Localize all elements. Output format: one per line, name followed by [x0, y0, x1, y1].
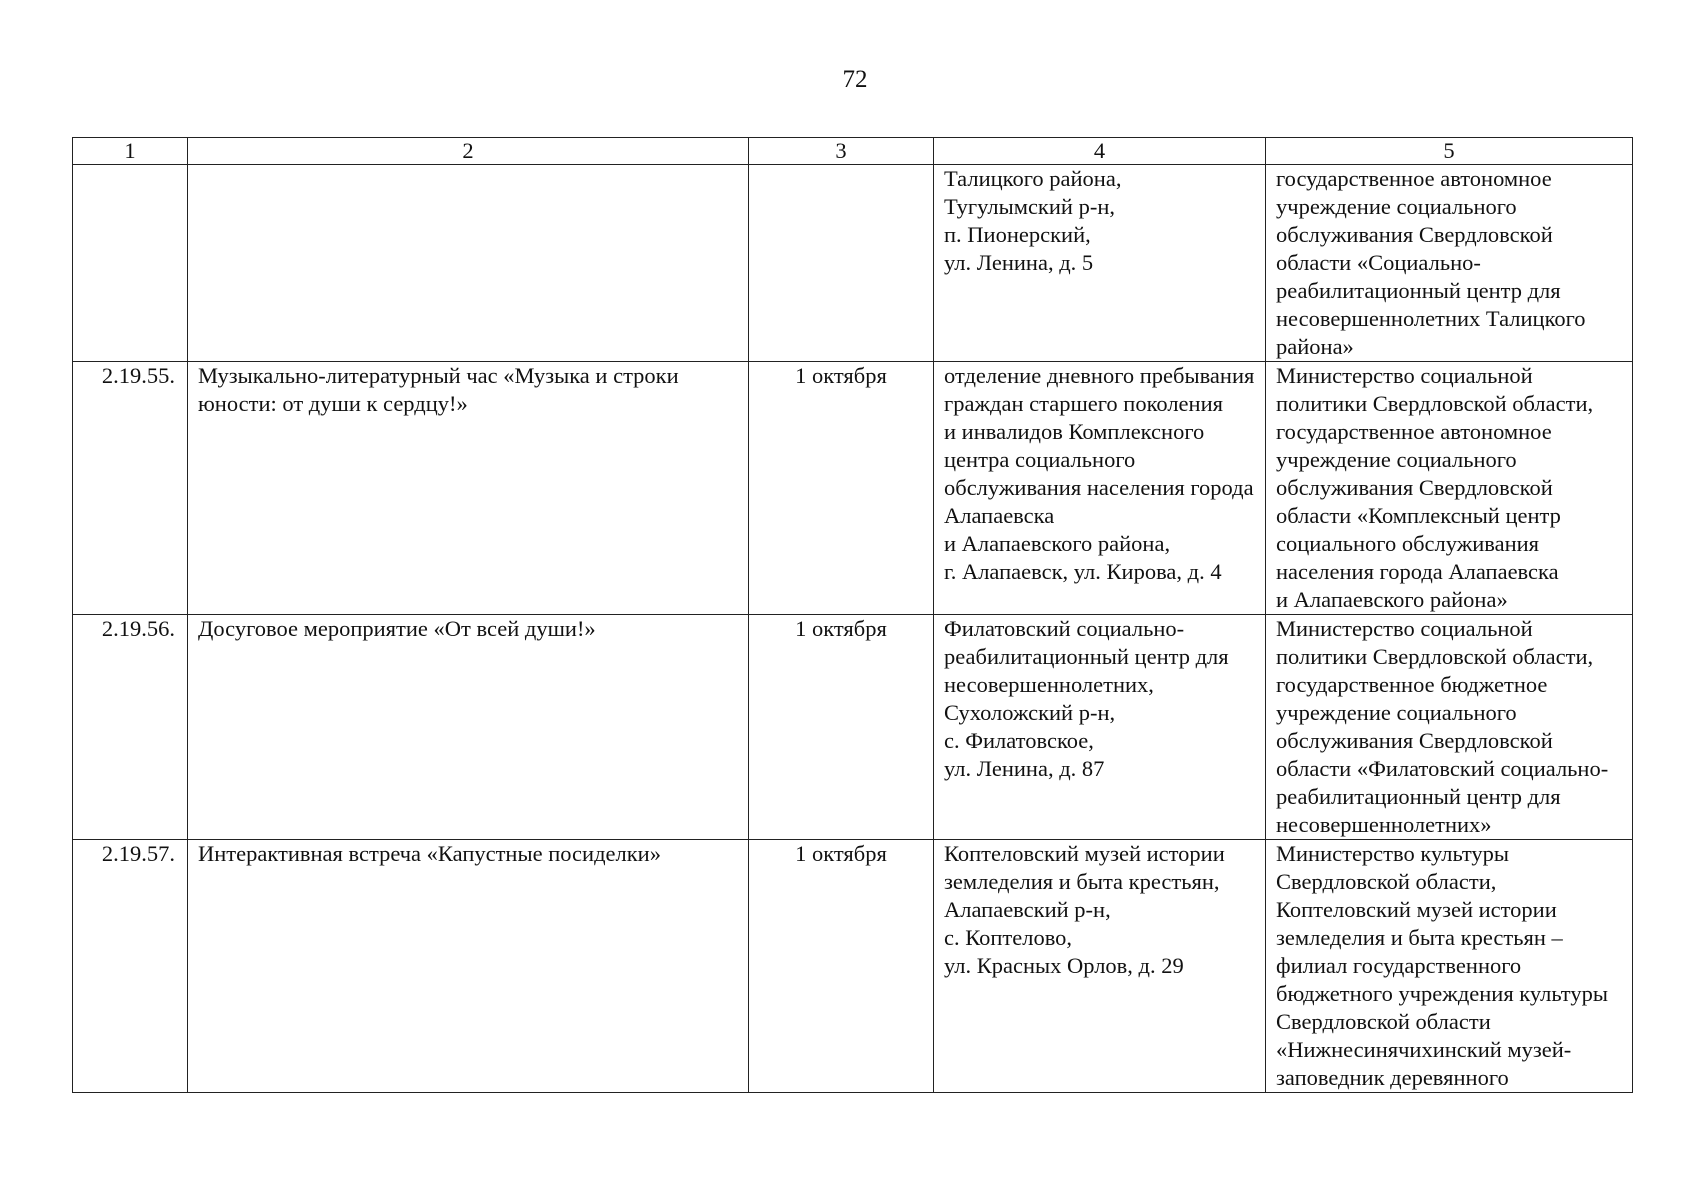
column-header: 5 [1266, 138, 1633, 165]
row-number: 2.19.57. [73, 840, 188, 1093]
event-organizer: Министерство социальной политики Свердловской области, государственное бюджетное учреждение социального обслуживания Свердловской области «Филатовский социально-реабилитационный центр для несовершеннолетних» [1266, 615, 1633, 840]
event-place: отделение дневного пребывания граждан старшего поколения и инвалидов Комплексного центра социального обслуживания населения города Алапаевска и Алапаевского района, г. Алапаевск, ул. Кирова, д. 4 [934, 362, 1266, 615]
row-number: 2.19.55. [73, 362, 188, 615]
page-number: 72 [842, 66, 868, 93]
event-place: Филатовский социально-реабилитационный центр для несовершеннолетних, Сухоложский р-н, с. Филатовское, ул. Ленина, д. 87 [934, 615, 1266, 840]
event-name: Музыкально-литературный час «Музыка и строки юности: от души к сердцу!» [188, 362, 749, 615]
table-row [73, 840, 1633, 1093]
header-row [73, 138, 1633, 165]
column-header: 3 [749, 138, 934, 165]
event-name [188, 165, 749, 362]
table-row [73, 362, 1633, 615]
column-header: 1 [73, 138, 188, 165]
event-name: Досуговое мероприятие «От всей души!» [188, 615, 749, 840]
table-row [73, 165, 1633, 362]
event-name: Интерактивная встреча «Капустные посиделки» [188, 840, 749, 1093]
events-table [72, 137, 1633, 1093]
event-date: 1 октября [749, 362, 934, 615]
event-place: Талицкого района, Тугулымский р-н, п. Пионерский, ул. Ленина, д. 5 [934, 165, 1266, 362]
column-header: 4 [934, 138, 1266, 165]
event-organizer: Министерство культуры Свердловской области, Коптеловский музей истории земледелия и быта крестьян – филиал государственного бюджетного учреждения культуры Свердловской области «Нижнесинячихинский музей-заповедник деревянного [1266, 840, 1633, 1093]
event-date [749, 165, 934, 362]
row-number [73, 165, 188, 362]
row-number: 2.19.56. [73, 615, 188, 840]
event-place: Коптеловский музей истории земледелия и быта крестьян, Алапаевский р-н, с. Коптелово, ул. Красных Орлов, д. 29 [934, 840, 1266, 1093]
event-date: 1 октября [749, 615, 934, 840]
column-header: 2 [188, 138, 749, 165]
table-row [73, 615, 1633, 840]
event-organizer: государственное автономное учреждение социального обслуживания Свердловской области «Социально-реабилитационный центр для несовершеннолетних Талицкого района» [1266, 165, 1633, 362]
event-date: 1 октября [749, 840, 934, 1093]
event-organizer: Министерство социальной политики Свердловской области, государственное автономное учреждение социального обслуживания Свердловской области «Комплексный центр социального обслуживания населения города Алапаевска и Алапаевского района» [1266, 362, 1633, 615]
